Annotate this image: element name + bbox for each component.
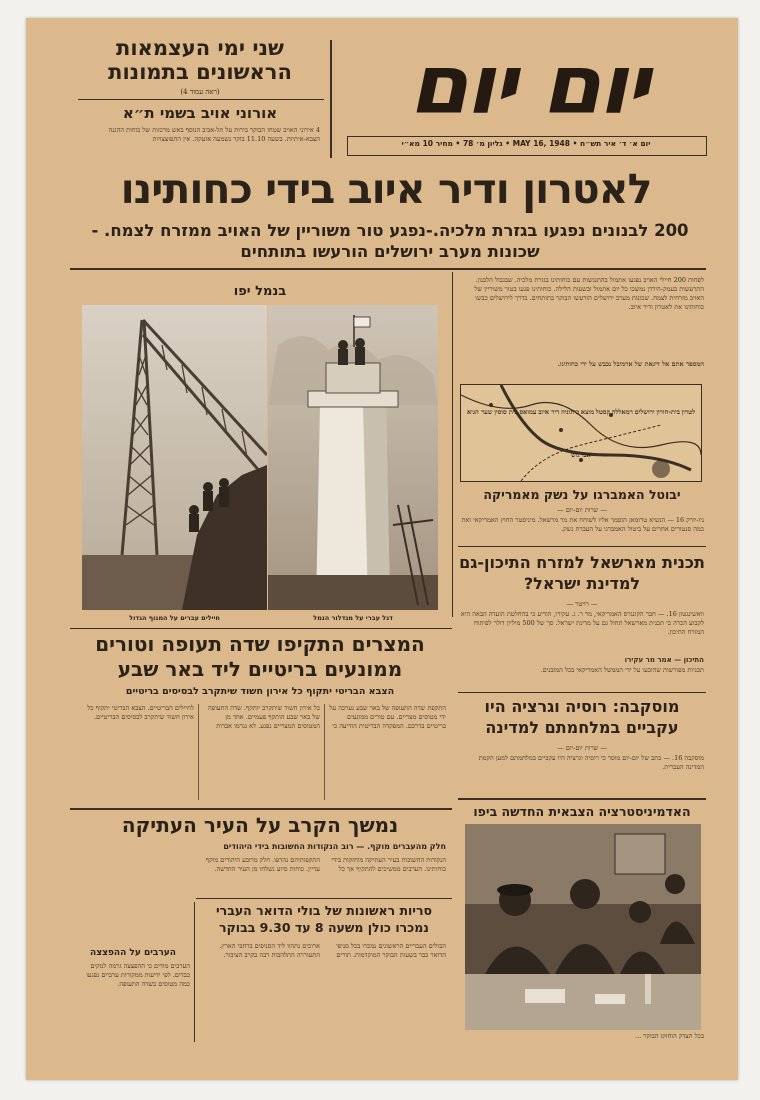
map-label: רמאללה [611,407,633,416]
map-label: דיר איוב [538,407,560,416]
arabs-text: הערבים מודים כי ההפצצה גרמה לנזקים כבדים. לפי ידיעות ממקורות ערביים נפגעו כמה מטוסים בשדה התעופה. [86,962,190,988]
oldcity-headline: נמשך הקרב על העיר העתיקה [121,813,399,837]
embargo-headline: יבוטל האמברגו על נשק מאמריקה [483,487,681,502]
photo-caption-right: דגל עברי על מגדלור הנמל [313,614,393,622]
egypt-bottom-rule [70,808,452,810]
map-label: מוצא [580,407,595,416]
arabs-headline: הערבים על ההפצצה [90,948,176,958]
marshall-box-text: תכניות מפורשות שהובעו על ידי הממשל האמריקאי בכל המובנים. [540,666,704,674]
map-label: עמואס [519,407,537,416]
admin-headline: האדמיניסטרציה הצבאית החדשה ביפו [473,804,691,819]
map-label: קסטל [595,407,610,416]
corner-text: 4 אירוני האויב שטחו הבוקר בירות על תל-אביב הנוסף באש מרכזות של כוחות ההגנה הצבא-איתיות. בשעה 11.10 בוקר נשמעה אזעקה. אין התפוצצויות [108,126,320,143]
corner-sub: אורוני אויב בשמי ת״א [122,104,278,122]
corner-ref: (ראה עמוד 4) [180,88,220,96]
oldcity-text: הנקודות החשובות בעיר העתיקה מוחזקות בידי כוחותינו. הערבים ממשיכים להתקיף אך כל התקפותיהם נהדפו. חלק מרובע היהודים מוקף עדיין. כוחות סיוע נשלחו מן העיר החדשה. [205,856,446,873]
embargo-byline: — שרות יום-יום — [557,506,607,514]
lead-story-note: המספר אתם אל דיגאת של ארמיבל נכבש על ידי כחותינו. [557,360,704,368]
marshall-text: וואשינגטון 16. — חבר הקונגרס האמריקאי, מר ר. ג. עקירו, הודיע כי בהחלטת הועדה הבאה היא לקבוע הכרה כי תכנית מארשאל תחול גם על מדינת ישראל. סך של 500 מיליון דולר לפיתוח המזרח התיכון. [460,610,704,636]
marshall-headline: תכנית מארשאל למזרח התיכון-גם למדינת ישראל? [459,553,705,593]
marshall-byline: — רויטר — [566,600,598,608]
map-label: בית-חורון [656,407,680,416]
oldcity-sub: חלק מהעברים מוקף. — רוב הנקודות החשובות בידי היהודים [223,842,446,851]
embargo-text: ניו-יורק 16 — הנשיא טרומאן הוסמך אליו לשוחח את מר מרשאל. מיניסטר החוץ האמריקאי ואת כמה סנטורים אחרים על ביטול האמברגו על העברת נשק. [461,516,704,533]
moscow-headline: מוסקבה: רוסיה וגרציה היו עקביים במלחמתם למדינה [484,697,680,737]
corner-headline: שני ימי העצמאות הראשונים בתמונות [108,36,292,84]
egypt-text: התקפת שדה התעופה של באר שבע נערכה על ידי מטוסים מצריים. עם טורים ממונעים בריטיים בדרכם. המפקדה הבריטית הודיעה כי כל אירון חשוד שיתקרב יותקף. שדה התעופה של באר שבע הותקף פעמיים. אחד מן המטוסים המצריים נפגע. לא נגרמו אבדות לחיילים הבריטיים. הצבא הבריטי יתקוף כל אירון חשוד שיתקרב לבסיסים הבריטיים. [87,704,446,730]
map-label: שער הגיא [466,407,493,416]
embargo-rule [458,546,706,547]
main-headline: לאטרון ודיר איוב בידי כחותינו [120,165,652,213]
moscow-byline: — שרות יום-יום — [557,744,607,752]
bottom-note: בכל הצדק הוחזקו הבוקר ... [635,1032,704,1040]
lighthouse-photo [268,305,438,610]
lead-story-text: לפחות 200 חיילי האויב נפגעו אתמול בהתנגשות עם כוחותינו בגזרת מלכיה. שבגבול הלבנון. התרעשות בעמק-הירדן נמשכו כל יום אתמול ובשעות הלילה. כוחותינו פגעו בטור משוריין של האויב מזרחית לצמח. שכונות מערב ירושלים הורעשו הבוקר בתותחים. בדרך לירושלים כבשו כוחותינו את לאטרון ודיר איוב. [474,276,704,311]
map-label: ביתוניה [561,407,580,416]
masthead-dateline: יום א׳ ד׳ איר תש״ח • MAY 16, 1948 • גליון מ׳ 78 • מחיר 10 מא״י [401,139,651,148]
headline-rule [70,268,706,270]
egypt-headline: המצרים התקיפו שדה תעופה וטורים ממונעים בריטיים ליד באר שבע [95,632,425,681]
admin-photo [465,824,701,1030]
masthead-title: יום יום [408,37,648,133]
stamps-headline: סריות ראשונות של בולי הדואר העברי נמכרו כולן משעה 8 עד 9.30 בבוקר [216,903,432,935]
map-labels [466,390,696,476]
corner-rule [78,99,324,100]
marshall-box-title: התיכון — אמר מר עקירו [624,656,704,664]
stamps-text: הבולים העבריים הראשונים נמכרו בכל סניפי הדואר כבר בשעות הבוקר המוקדמות. תורים ארוכים נתהוו ליד הסניפים ברחבי הארץ. התעוררה התלהבות רבה בקרב הציבור. [219,942,446,959]
egypt-sub: הצבא הבריטי יתקוף כל אירון חשוד שיתקרב לבסיסים בריטיים [125,686,395,697]
arabs-divider [194,902,195,1042]
column-divider-1 [452,272,453,617]
moscow-rule [458,798,706,800]
map-label: בית סוסין [494,407,518,416]
photo-section-title: בנמל יפו [233,284,287,299]
egypt-top-rule [70,628,452,629]
moscow-text: מוסקבה 16. — כתב של יום-יום מוסר כי רוסיה וגרציה היו עקביים במלחמתם למען הקמת המדינה העברית. [478,754,704,771]
photo-caption-left: חיילים עברים על המנוף הגדול [129,614,220,622]
corner-divider [330,40,332,158]
crane-photo [82,305,267,610]
subheadline: 200 לבנונים נפגעו בגזרת מלכיה.-נפגע טור משוריין של האויב ממזרח לצמח. - שכונות מערב ירושלים הורעשו בתותחים [91,221,689,261]
map-label: ירושלים [634,407,655,416]
marshall-rule [458,692,706,693]
map-label: לטרון [681,407,696,416]
map-label: אבו גוש [571,450,591,459]
stamps-top-rule [196,898,452,899]
